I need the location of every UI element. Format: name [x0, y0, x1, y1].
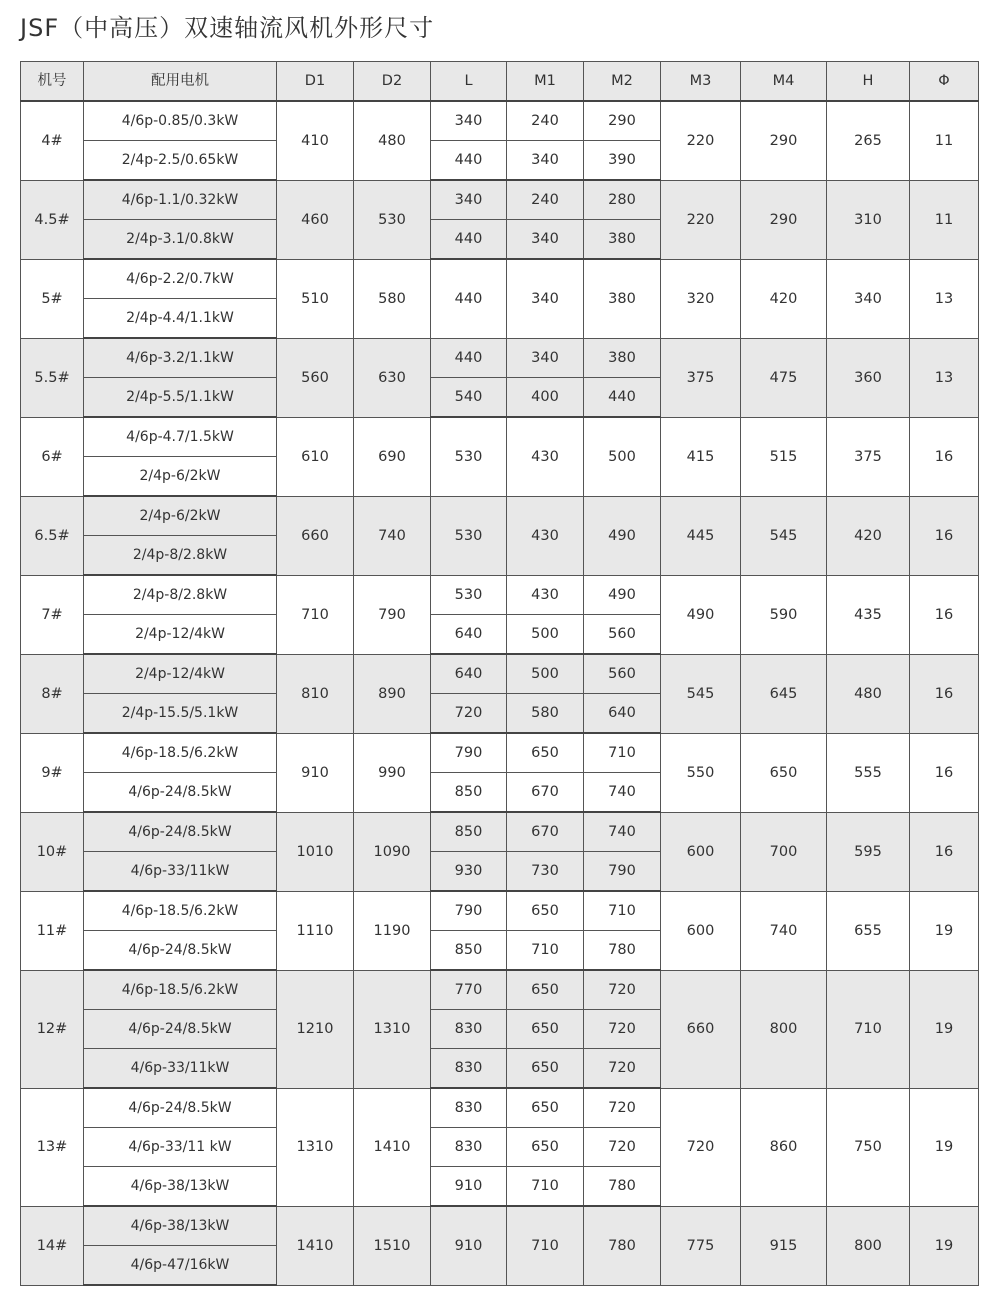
d2-cell: 790	[354, 575, 431, 654]
motor-cell: 2/4p-15.5/5.1kW	[84, 694, 277, 734]
l-cell: 910	[431, 1167, 507, 1207]
d1-cell: 1110	[277, 891, 354, 970]
d2-cell: 740	[354, 496, 431, 575]
m2-cell: 440	[584, 378, 661, 418]
d2-cell: 580	[354, 259, 431, 338]
m3-cell: 550	[661, 733, 741, 812]
phi-cell: 16	[910, 496, 979, 575]
d1-cell: 1310	[277, 1088, 354, 1206]
table-row	[21, 101, 979, 141]
l-cell: 830	[431, 1010, 507, 1049]
phi-cell: 16	[910, 733, 979, 812]
l-cell: 640	[431, 615, 507, 655]
machine-no-cell: 10#	[21, 812, 84, 891]
l-cell: 440	[431, 220, 507, 260]
motor-cell: 2/4p-8/2.8kW	[84, 575, 277, 615]
m4-cell: 420	[741, 259, 827, 338]
m2-cell: 380	[584, 338, 661, 378]
m1-cell: 340	[507, 141, 584, 181]
header-cell-m3: M3	[661, 62, 741, 102]
d2-cell: 480	[354, 101, 431, 180]
m3-cell: 375	[661, 338, 741, 417]
d2-cell: 1510	[354, 1206, 431, 1285]
fan-model-group	[21, 496, 979, 575]
m2-cell: 780	[584, 931, 661, 971]
m1-cell: 430	[507, 417, 584, 496]
table-row	[21, 417, 979, 457]
h-cell: 310	[827, 180, 910, 259]
m1-cell: 730	[507, 852, 584, 892]
motor-cell: 4/6p-24/8.5kW	[84, 812, 277, 852]
m1-cell: 240	[507, 180, 584, 220]
d1-cell: 1010	[277, 812, 354, 891]
table-row	[21, 970, 979, 1010]
l-cell: 790	[431, 891, 507, 931]
header-cell-d1: D1	[277, 62, 354, 102]
header-cell-m4: M4	[741, 62, 827, 102]
motor-cell: 4/6p-47/16kW	[84, 1246, 277, 1286]
m3-cell: 490	[661, 575, 741, 654]
m1-cell: 430	[507, 575, 584, 615]
h-cell: 360	[827, 338, 910, 417]
m1-cell: 340	[507, 338, 584, 378]
m1-cell: 500	[507, 654, 584, 694]
table-row	[21, 1206, 979, 1246]
d1-cell: 810	[277, 654, 354, 733]
motor-cell: 2/4p-12/4kW	[84, 654, 277, 694]
l-cell: 830	[431, 1049, 507, 1089]
page-title: JSF（中高压）双速轴流风机外形尺寸	[20, 14, 435, 42]
d2-cell: 630	[354, 338, 431, 417]
machine-no-cell: 11#	[21, 891, 84, 970]
m4-cell: 290	[741, 180, 827, 259]
l-cell: 530	[431, 417, 507, 496]
m2-cell: 560	[584, 615, 661, 655]
m1-cell: 650	[507, 1088, 584, 1128]
m1-cell: 650	[507, 1010, 584, 1049]
m2-cell: 380	[584, 259, 661, 338]
l-cell: 340	[431, 101, 507, 141]
table-row	[21, 1088, 979, 1128]
table-row	[21, 338, 979, 378]
m2-cell: 490	[584, 575, 661, 615]
header-cell-m2: M2	[584, 62, 661, 102]
header-cell-motor: 配用电机	[84, 62, 277, 102]
m2-cell: 710	[584, 891, 661, 931]
h-cell: 750	[827, 1088, 910, 1206]
motor-cell: 2/4p-3.1/0.8kW	[84, 220, 277, 260]
h-cell: 710	[827, 970, 910, 1088]
m1-cell: 670	[507, 812, 584, 852]
m2-cell: 780	[584, 1167, 661, 1207]
motor-cell: 2/4p-4.4/1.1kW	[84, 299, 277, 339]
m4-cell: 475	[741, 338, 827, 417]
d2-cell: 890	[354, 654, 431, 733]
fan-model-group	[21, 101, 979, 180]
m4-cell: 700	[741, 812, 827, 891]
dimension-table	[20, 61, 979, 1286]
machine-no-cell: 4#	[21, 101, 84, 180]
m2-cell: 740	[584, 773, 661, 813]
h-cell: 420	[827, 496, 910, 575]
l-cell: 440	[431, 141, 507, 181]
m2-cell: 720	[584, 1128, 661, 1167]
fan-model-group	[21, 180, 979, 259]
header-row	[21, 62, 979, 102]
m1-cell: 650	[507, 1049, 584, 1089]
table-row	[21, 180, 979, 220]
d1-cell: 510	[277, 259, 354, 338]
table-row	[21, 496, 979, 536]
m3-cell: 220	[661, 180, 741, 259]
phi-cell: 11	[910, 101, 979, 180]
machine-no-cell: 9#	[21, 733, 84, 812]
m3-cell: 545	[661, 654, 741, 733]
fan-model-group	[21, 259, 979, 338]
phi-cell: 19	[910, 1088, 979, 1206]
m1-cell: 340	[507, 259, 584, 338]
d1-cell: 910	[277, 733, 354, 812]
motor-cell: 4/6p-3.2/1.1kW	[84, 338, 277, 378]
motor-cell: 2/4p-5.5/1.1kW	[84, 378, 277, 418]
d1-cell: 660	[277, 496, 354, 575]
motor-cell: 4/6p-38/13kW	[84, 1167, 277, 1207]
fan-model-group	[21, 654, 979, 733]
d2-cell: 690	[354, 417, 431, 496]
d2-cell: 530	[354, 180, 431, 259]
l-cell: 770	[431, 970, 507, 1010]
motor-cell: 2/4p-6/2kW	[84, 457, 277, 497]
h-cell: 555	[827, 733, 910, 812]
m2-cell: 720	[584, 1049, 661, 1089]
h-cell: 435	[827, 575, 910, 654]
phi-cell: 11	[910, 180, 979, 259]
d1-cell: 1210	[277, 970, 354, 1088]
h-cell: 375	[827, 417, 910, 496]
m3-cell: 660	[661, 970, 741, 1088]
d1-cell: 460	[277, 180, 354, 259]
m2-cell: 780	[584, 1206, 661, 1285]
m4-cell: 740	[741, 891, 827, 970]
table-row	[21, 654, 979, 694]
m4-cell: 515	[741, 417, 827, 496]
header-cell-m1: M1	[507, 62, 584, 102]
d1-cell: 710	[277, 575, 354, 654]
m3-cell: 445	[661, 496, 741, 575]
m2-cell: 500	[584, 417, 661, 496]
fan-model-group	[21, 575, 979, 654]
m1-cell: 650	[507, 733, 584, 773]
m3-cell: 720	[661, 1088, 741, 1206]
header-cell-h: H	[827, 62, 910, 102]
header-cell-l: L	[431, 62, 507, 102]
l-cell: 720	[431, 694, 507, 734]
fan-model-group	[21, 1088, 979, 1206]
m4-cell: 860	[741, 1088, 827, 1206]
m3-cell: 600	[661, 891, 741, 970]
m1-cell: 580	[507, 694, 584, 734]
m2-cell: 720	[584, 970, 661, 1010]
m4-cell: 545	[741, 496, 827, 575]
m3-cell: 320	[661, 259, 741, 338]
l-cell: 830	[431, 1128, 507, 1167]
m4-cell: 590	[741, 575, 827, 654]
table-row	[21, 733, 979, 773]
h-cell: 480	[827, 654, 910, 733]
machine-no-cell: 12#	[21, 970, 84, 1088]
d2-cell: 1310	[354, 970, 431, 1088]
table-row	[21, 259, 979, 299]
d1-cell: 560	[277, 338, 354, 417]
motor-cell: 4/6p-2.2/0.7kW	[84, 259, 277, 299]
header-cell-machine-no: 机号	[21, 62, 84, 102]
m4-cell: 800	[741, 970, 827, 1088]
fan-model-group	[21, 891, 979, 970]
machine-no-cell: 5#	[21, 259, 84, 338]
header-cell-phi: Φ	[910, 62, 979, 102]
d2-cell: 1190	[354, 891, 431, 970]
l-cell: 340	[431, 180, 507, 220]
m3-cell: 775	[661, 1206, 741, 1285]
m1-cell: 670	[507, 773, 584, 813]
d2-cell: 990	[354, 733, 431, 812]
m2-cell: 280	[584, 180, 661, 220]
m2-cell: 790	[584, 852, 661, 892]
machine-no-cell: 8#	[21, 654, 84, 733]
m2-cell: 720	[584, 1088, 661, 1128]
l-cell: 440	[431, 338, 507, 378]
h-cell: 655	[827, 891, 910, 970]
motor-cell: 4/6p-18.5/6.2kW	[84, 970, 277, 1010]
phi-cell: 19	[910, 1206, 979, 1285]
motor-cell: 2/4p-12/4kW	[84, 615, 277, 655]
l-cell: 930	[431, 852, 507, 892]
motor-cell: 4/6p-4.7/1.5kW	[84, 417, 277, 457]
fan-model-group	[21, 812, 979, 891]
machine-no-cell: 14#	[21, 1206, 84, 1285]
motor-cell: 4/6p-18.5/6.2kW	[84, 891, 277, 931]
m1-cell: 430	[507, 496, 584, 575]
m3-cell: 220	[661, 101, 741, 180]
phi-cell: 16	[910, 812, 979, 891]
h-cell: 265	[827, 101, 910, 180]
motor-cell: 4/6p-24/8.5kW	[84, 1010, 277, 1049]
table-row	[21, 812, 979, 852]
fan-model-group	[21, 1206, 979, 1285]
d2-cell: 1090	[354, 812, 431, 891]
m1-cell: 240	[507, 101, 584, 141]
d1-cell: 410	[277, 101, 354, 180]
h-cell: 800	[827, 1206, 910, 1285]
m2-cell: 640	[584, 694, 661, 734]
machine-no-cell: 6#	[21, 417, 84, 496]
motor-cell: 4/6p-1.1/0.32kW	[84, 180, 277, 220]
m1-cell: 710	[507, 1206, 584, 1285]
motor-cell: 4/6p-24/8.5kW	[84, 931, 277, 971]
l-cell: 530	[431, 496, 507, 575]
phi-cell: 16	[910, 417, 979, 496]
m2-cell: 490	[584, 496, 661, 575]
table-row	[21, 891, 979, 931]
phi-cell: 13	[910, 338, 979, 417]
l-cell: 830	[431, 1088, 507, 1128]
phi-cell: 19	[910, 891, 979, 970]
m2-cell: 390	[584, 141, 661, 181]
m2-cell: 290	[584, 101, 661, 141]
l-cell: 850	[431, 773, 507, 813]
machine-no-cell: 4.5#	[21, 180, 84, 259]
m2-cell: 740	[584, 812, 661, 852]
l-cell: 850	[431, 931, 507, 971]
motor-cell: 4/6p-18.5/6.2kW	[84, 733, 277, 773]
motor-cell: 2/4p-8/2.8kW	[84, 536, 277, 576]
m2-cell: 560	[584, 654, 661, 694]
m1-cell: 400	[507, 378, 584, 418]
motor-cell: 4/6p-0.85/0.3kW	[84, 101, 277, 141]
l-cell: 850	[431, 812, 507, 852]
l-cell: 540	[431, 378, 507, 418]
motor-cell: 2/4p-6/2kW	[84, 496, 277, 536]
motor-cell: 4/6p-33/11kW	[84, 1049, 277, 1089]
m4-cell: 650	[741, 733, 827, 812]
l-cell: 530	[431, 575, 507, 615]
table-row	[21, 575, 979, 615]
machine-no-cell: 7#	[21, 575, 84, 654]
machine-no-cell: 13#	[21, 1088, 84, 1206]
m1-cell: 340	[507, 220, 584, 260]
m1-cell: 500	[507, 615, 584, 655]
m2-cell: 380	[584, 220, 661, 260]
fan-model-group	[21, 338, 979, 417]
phi-cell: 19	[910, 970, 979, 1088]
motor-cell: 4/6p-33/11kW	[84, 852, 277, 892]
m4-cell: 645	[741, 654, 827, 733]
d1-cell: 610	[277, 417, 354, 496]
machine-no-cell: 6.5#	[21, 496, 84, 575]
h-cell: 340	[827, 259, 910, 338]
motor-cell: 2/4p-2.5/0.65kW	[84, 141, 277, 181]
phi-cell: 16	[910, 575, 979, 654]
m4-cell: 290	[741, 101, 827, 180]
m2-cell: 720	[584, 1010, 661, 1049]
l-cell: 440	[431, 259, 507, 338]
fan-model-group	[21, 970, 979, 1088]
fan-model-group	[21, 417, 979, 496]
motor-cell: 4/6p-38/13kW	[84, 1206, 277, 1246]
m2-cell: 710	[584, 733, 661, 773]
l-cell: 640	[431, 654, 507, 694]
header-cell-d2: D2	[354, 62, 431, 102]
m1-cell: 650	[507, 891, 584, 931]
motor-cell: 4/6p-24/8.5kW	[84, 1088, 277, 1128]
motor-cell: 4/6p-33/11 kW	[84, 1128, 277, 1167]
motor-cell: 4/6p-24/8.5kW	[84, 773, 277, 813]
m1-cell: 710	[507, 931, 584, 971]
m3-cell: 600	[661, 812, 741, 891]
d1-cell: 1410	[277, 1206, 354, 1285]
fan-model-group	[21, 733, 979, 812]
m3-cell: 415	[661, 417, 741, 496]
m4-cell: 915	[741, 1206, 827, 1285]
phi-cell: 13	[910, 259, 979, 338]
l-cell: 790	[431, 733, 507, 773]
m1-cell: 650	[507, 1128, 584, 1167]
phi-cell: 16	[910, 654, 979, 733]
d2-cell: 1410	[354, 1088, 431, 1206]
m1-cell: 710	[507, 1167, 584, 1207]
machine-no-cell: 5.5#	[21, 338, 84, 417]
l-cell: 910	[431, 1206, 507, 1285]
h-cell: 595	[827, 812, 910, 891]
m1-cell: 650	[507, 970, 584, 1010]
